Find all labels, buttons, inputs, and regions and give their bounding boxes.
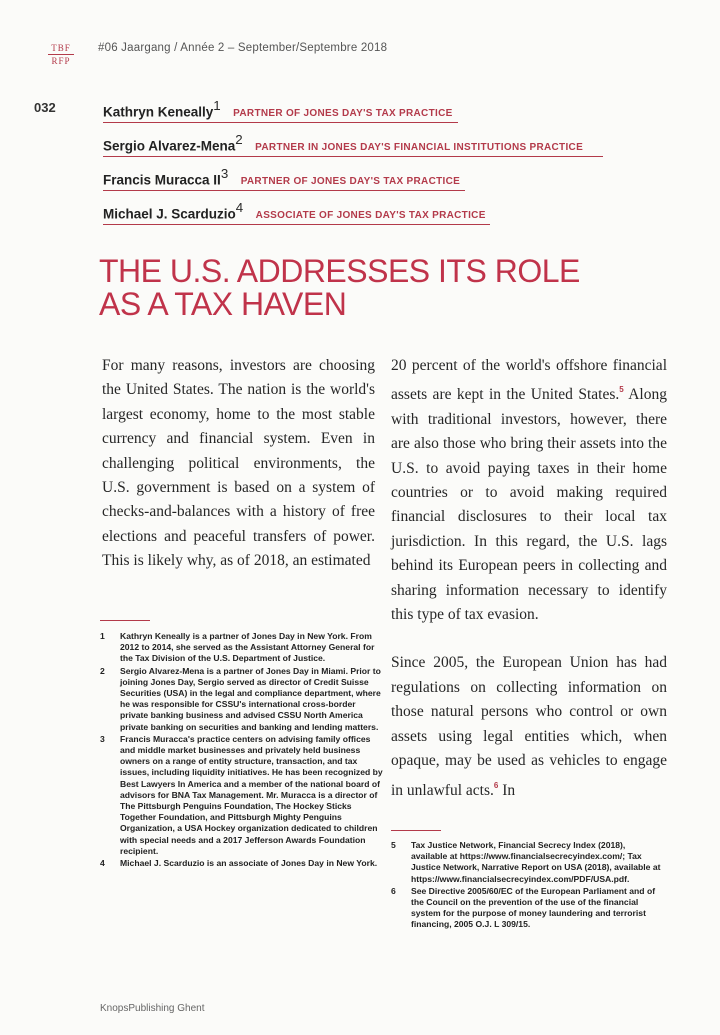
body-column-left — [102, 354, 375, 574]
footnote-number: 5 — [391, 840, 396, 850]
page-number: 032 — [34, 100, 56, 115]
paragraph-text: 20 percent of the world's offshore financial assets are kept in the United States. — [391, 357, 667, 404]
title-line-1: THE U.S. ADDRESSES ITS ROLE — [99, 253, 580, 289]
author-row — [103, 166, 465, 191]
footnote-text: See Directive 2005/60/EC of the European Parliament and of the Council on the prevention of the use of the financial system for the purpose of money laundering and terrorist financing, 2005 O.J. L 309/15. — [411, 885, 656, 930]
footnote-text: Francis Muracca's practice centers on advising family offices and middle market businesses and privately held business owners on a range of entity structure, transaction, and tax issues, including liquidity initiatives. He has been recognized by Best Lawyers In America and a member of the national board of advisors for BNA Tax Management. Mr. Muracca is a director of The Pittsburgh Penguins Foundation, The Hockey Sticks Together Foundation, and Pittsburgh Mighty Penguins Organization, a USA Hockey organization dedicated to children with special needs and a 2017 Jefferson Awards Foundation recipient. — [120, 733, 383, 856]
footnote — [100, 666, 385, 733]
paragraph-text: In — [498, 781, 516, 799]
logo-line-2: RFP — [48, 54, 74, 67]
footnote-text: Michael J. Scarduzio is an associate of Jones Day in New York. — [120, 858, 378, 869]
logo-line-1: TBF — [51, 43, 71, 53]
author-name: Francis Muracca II — [103, 172, 221, 188]
author-row — [103, 200, 490, 225]
body-paragraph: For many reasons, investors are choosing the United States. The nation is the world's largest economy, home to the most stable currency and financial system. Even in challenging political environments, the U.S. government is based on a system of checks-and-balances with a history of free elections and peaceful transfers of power. This is likely why, as of 2018, an estimated — [102, 357, 375, 570]
footnote-number: 6 — [391, 885, 396, 896]
body-column-right — [391, 354, 667, 803]
footnote — [391, 886, 661, 931]
footnote-divider — [100, 620, 150, 621]
footnote-ref: 6 — [493, 780, 499, 790]
footnote — [100, 631, 385, 665]
author-ref: 3 — [220, 166, 229, 181]
author-row — [103, 132, 603, 157]
author-role: ASSOCIATE OF JONES DAY'S TAX PRACTICE — [255, 210, 486, 222]
author-role: PARTNER OF JONES DAY'S TAX PRACTICE — [240, 176, 461, 188]
footnotes-left — [100, 631, 385, 870]
author-name: Sergio Alvarez-Mena — [103, 138, 236, 154]
footnote-divider — [391, 830, 441, 831]
author-name: Michael J. Scarduzio — [103, 206, 236, 222]
article-title — [99, 255, 619, 321]
author-ref: 1 — [213, 98, 221, 113]
author-ref: 4 — [235, 200, 244, 215]
footnote-text: Kathryn Keneally is a partner of Jones Day in New York. From 2012 to 2014, she served as the Assistant Attorney General for the Tax Division of the U.S. Department of Justice. — [120, 631, 375, 664]
title-line-2: AS A TAX HAVEN — [99, 286, 347, 322]
author-role: PARTNER IN JONES DAY'S FINANCIAL INSTITUTIONS PRACTICE — [255, 142, 584, 154]
journal-logo — [48, 42, 74, 67]
footnote-ref: 5 — [619, 385, 624, 395]
footnote — [100, 734, 385, 857]
body-paragraph — [391, 354, 667, 627]
author-name: Kathryn Keneally — [103, 104, 214, 120]
footnote-text: Tax Justice Network, Financial Secrecy Index (2018), available at https://www.financialsecrecyindex.com/; Tax Justice Network, Narrative Report on USA (2018), available at https://www.financialsecrecyindex.com/PDF/USA.pdf. — [411, 840, 661, 884]
body-paragraph — [391, 651, 667, 802]
footnote-number: 1 — [100, 631, 105, 641]
issue-line: #06 Jaargang / Année 2 – September/Septembre 2018 — [98, 42, 388, 54]
author-ref: 2 — [235, 132, 243, 147]
footnote-number: 4 — [100, 858, 105, 869]
paragraph-text: Along with traditional investors, however, there are also those who bring their assets into the U.S. to avoid paying taxes in their home countries or to avoid making required financial disclosures to their local tax jurisdiction. In this regard, the U.S. lags behind its European peers in collecting and sharing information necessary to identify this type of tax evasion. — [391, 386, 667, 624]
author-row — [103, 98, 458, 123]
footnote — [391, 840, 661, 885]
footnotes-right — [391, 840, 661, 932]
footnote-number: 3 — [100, 733, 105, 744]
paragraph-text: Since 2005, the European Union has had regulations on collecting information on those natural persons who control or own assets using legal entities which, when opaque, may be used as vehicles to engage in unlawful acts. — [391, 654, 667, 799]
publisher-footer: KnopsPublishing Ghent — [100, 1003, 205, 1014]
footnote-text: Sergio Alvarez-Mena is a partner of Jones Day in Miami. Prior to joining Jones Day, Sergio served as director of Credit Suisse Securities (USA) in the legal and compliance department, where he was responsible for CSSU's international cross-border private banking business and advised CSSU North America private banking on securities and banking and lending matters. — [120, 665, 381, 732]
footnote-number: 2 — [100, 665, 105, 676]
footnote — [100, 858, 385, 869]
author-role: PARTNER OF JONES DAY'S TAX PRACTICE — [233, 108, 453, 120]
